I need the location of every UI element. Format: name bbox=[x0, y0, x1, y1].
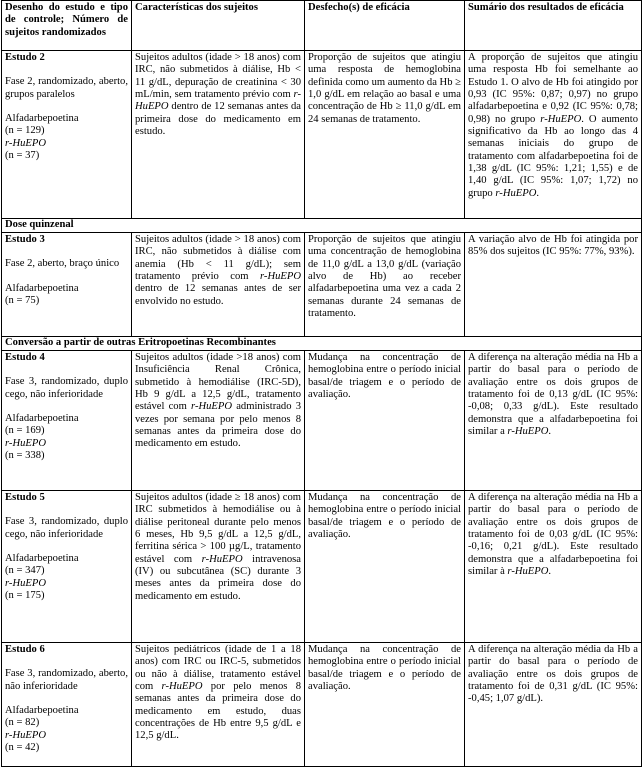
study2-drug2: r-HuEPO bbox=[5, 137, 46, 149]
study6-drug2: r-HuEPO bbox=[5, 729, 46, 741]
study5-endpoint: Mudança na concentração de hemoglobina entre o período inicial basal/de triagem e o período de avaliação. bbox=[305, 491, 465, 643]
study5-drug1: Alfadarbepoetina bbox=[5, 553, 79, 565]
study-row-2 bbox=[2, 51, 642, 219]
study4-title: Estudo 4 bbox=[5, 352, 45, 363]
study5-n1: (n = 347) bbox=[5, 565, 45, 577]
study2-drug1: Alfadarbepoetina bbox=[5, 113, 79, 125]
section-row-quinzenal bbox=[2, 219, 642, 233]
study-row-3 bbox=[2, 233, 642, 337]
study2-design bbox=[2, 51, 132, 219]
study6-result: A diferença na alteração média da Hb a partir do basal para o período de avaliação entre os dois grupos de tratamento foi de 0,31 g/dL (IC 95%: -0,45; 1,07 g/dL). bbox=[465, 643, 642, 767]
study4-endpoint: Mudança na concentração de hemoglobina entre o período inicial basal/de triagem e o período de avaliação. bbox=[305, 351, 465, 491]
header-endpoints: Desfecho(s) de eficácia bbox=[305, 1, 465, 51]
study4-result: A diferença na alteração média na Hb a partir do basal para o período de avaliação entre os dois grupos de tratamento foi de 0,13 g/dL (IC 95%: -0,08; 0,33 g/dL). Este resultado demonstra que a alfadarbepoetina foi similar a r-HuEPO. bbox=[465, 351, 642, 491]
study3-endpoint: Proporção de sujeitos que atingiu uma concentração de hemoglobina de 11,0 g/dL a 13,0 g/dL (variação alvo de Hb) ao receber alfadarbepoetina uma vez a cada 2 semanas durante 24 semanas de tratamento. bbox=[305, 233, 465, 337]
geq-symbol: ≥ bbox=[395, 101, 402, 113]
study3-design-text: Fase 2, aberto, braço único bbox=[5, 258, 120, 270]
study5-n2: (n = 175) bbox=[5, 590, 45, 602]
study2-n1: (n = 129) bbox=[5, 125, 45, 137]
study5-drug2: r-HuEPO bbox=[5, 577, 46, 589]
study-row-5 bbox=[2, 491, 642, 643]
study4-drug2: r-HuEPO bbox=[5, 437, 46, 449]
study3-subjects: Sujeitos adultos (idade > 18 anos) com IRC, não submetidos à diálise com anemia (Hb < 11 g/dL); sem tratamento prévio com r-HuEPO dentro de 12 semanas antes de ser envolvido no estudo. bbox=[132, 233, 305, 337]
study4-n2: (n = 338) bbox=[5, 450, 45, 462]
study5-result: A diferença na alteração média na Hb a partir do basal para o período de avaliação entre os dois grupos de tratamento foi de 0,03 g/dL (IC 95%: -0,16; 0,21 g/dL). Este resultado demonstra que a alfadarbepoetina foi similar à r-HuEPO. bbox=[465, 491, 642, 643]
study4-design-text: Fase 3, randomizado, duplo cego, não inferioridade bbox=[5, 376, 128, 400]
study6-subjects: Sujeitos pediátricos (idade de 1 a 18 anos) com IRC ou IRC-5, submetidos ou não à diálise, tratamento estável com r-HuEPO por pelo menos 8 semanas antes da primeira dose do medicamento em estudo, duas concentrações de Hb entre 9,5 g/dL e 12,5 g/dL. bbox=[132, 643, 305, 767]
study5-subjects: Sujeitos adultos (idade ≥ 18 anos) com IRC submetidos à hemodiálise ou à diálise peritoneal durante pelo menos 6 meses, Hb 9,5 g/dL a 12,5 g/dL, ferritina sérica > 100 µg/L, tratamento estável com r-HuEPO intravenosa (IV) ou subcutânea (SC) durante 3 meses antes da primeira dose do medicamento em estudo. bbox=[132, 491, 305, 643]
header-subjects: Características dos sujeitos bbox=[132, 1, 305, 51]
section-conversao: Conversão a partir de outras Eritropoetinas Recombinantes bbox=[2, 337, 642, 351]
efficacy-table bbox=[1, 0, 642, 767]
study2-n2: (n = 37) bbox=[5, 150, 40, 162]
study2-result: A proporção de sujeitos que atingiu uma resposta Hb foi semelhante ao Estudo 1. O alvo de Hb foi atingido por 0,93 (IC 95%: 0,87; 0,97) no grupo alfadarbepoetina e 0,92 (IC 95%: 0,78; 0,98) no grupo r-HuEPO. O aumento significativo da Hb ao longo das 4 semanas iniciais do grupo de tratamento com alfadarbepoetina foi de 1,38 g/dL (IC 95%: 1,21; 1,55) e de 1,40 g/dL (IC 95%: 1,07; 1,72) no grupo r-HuEPO. bbox=[465, 51, 642, 219]
geq-symbol: ≥ bbox=[455, 76, 461, 88]
study3-result: A variação alvo de Hb foi atingida por 85% dos sujeitos (IC 95%: 77%, 93%). bbox=[465, 233, 642, 337]
study5-design bbox=[2, 491, 132, 643]
study2-subjects: Sujeitos adultos (idade > 18 anos) com IRC, não submetidos à diálise, Hb < 11 g/dL, depuração de creatinina < 30 mL/min, sem tratamento prévio com r-HuEPO dentro de 12 semanas antes da primeira dose do medicamento em estudo. bbox=[132, 51, 305, 219]
study3-drug1: Alfadarbepoetina bbox=[5, 282, 79, 294]
study6-design bbox=[2, 643, 132, 767]
header-results: Sumário dos resultados de eficácia bbox=[465, 1, 642, 51]
study-row-6 bbox=[2, 643, 642, 767]
study4-n1: (n = 169) bbox=[5, 425, 45, 437]
header-row bbox=[2, 1, 642, 51]
section-row-conversao bbox=[2, 337, 642, 351]
header-study-design: Desenho do estudo e tipo de controle; Número de sujeitos randomizados bbox=[2, 1, 132, 51]
study2-subjects-drug: r-HuEPO bbox=[135, 89, 301, 113]
study2-title: Estudo 2 bbox=[5, 52, 45, 63]
study5-design-text: Fase 3, randomizado, duplo cego, não inferioridade bbox=[5, 516, 128, 540]
study6-design-text: Fase 3, randomizado, aberto, não inferioridade bbox=[5, 668, 128, 692]
study3-title: Estudo 3 bbox=[5, 234, 45, 245]
study4-design bbox=[2, 351, 132, 491]
study5-title: Estudo 5 bbox=[5, 492, 45, 503]
study2-design-text: Fase 2, randomizado, aberto, grupos paralelos bbox=[5, 76, 128, 100]
study6-n2: (n = 42) bbox=[5, 742, 40, 754]
study6-endpoint: Mudança na concentração de hemoglobina entre o período inicial basal/de triagem e o período de avaliação. bbox=[305, 643, 465, 767]
study6-n1: (n = 82) bbox=[5, 717, 40, 729]
study2-endpoint: Proporção de sujeitos que atingiu uma resposta de hemoglobina definida como um aumento da Hb ≥ 1,0 g/dL em relação ao basal e uma concentração de Hb ≥ 11,0 g/dL em 24 semanas de tratamento. bbox=[305, 51, 465, 219]
study4-drug1: Alfadarbepoetina bbox=[5, 413, 79, 425]
study6-title: Estudo 6 bbox=[5, 644, 45, 655]
section-quinzenal: Dose quinzenal bbox=[2, 219, 642, 233]
geq-symbol: ≥ bbox=[234, 492, 241, 503]
study6-drug1: Alfadarbepoetina bbox=[5, 705, 79, 717]
study3-n1: (n = 75) bbox=[5, 295, 40, 307]
study-row-4 bbox=[2, 351, 642, 491]
study3-design bbox=[2, 233, 132, 337]
study4-subjects: Sujeitos adultos (idade >18 anos) com Insuficiência Renal Crônica, submetido à hemodiálise (IRC-5D), Hb 9 g/dL a 12,5 g/dL, tratamento estável com r-HuEPO administrado 3 vezes por semana por pelo menos 8 semanas antes da primeira dose do medicamento em estudo. bbox=[132, 351, 305, 491]
